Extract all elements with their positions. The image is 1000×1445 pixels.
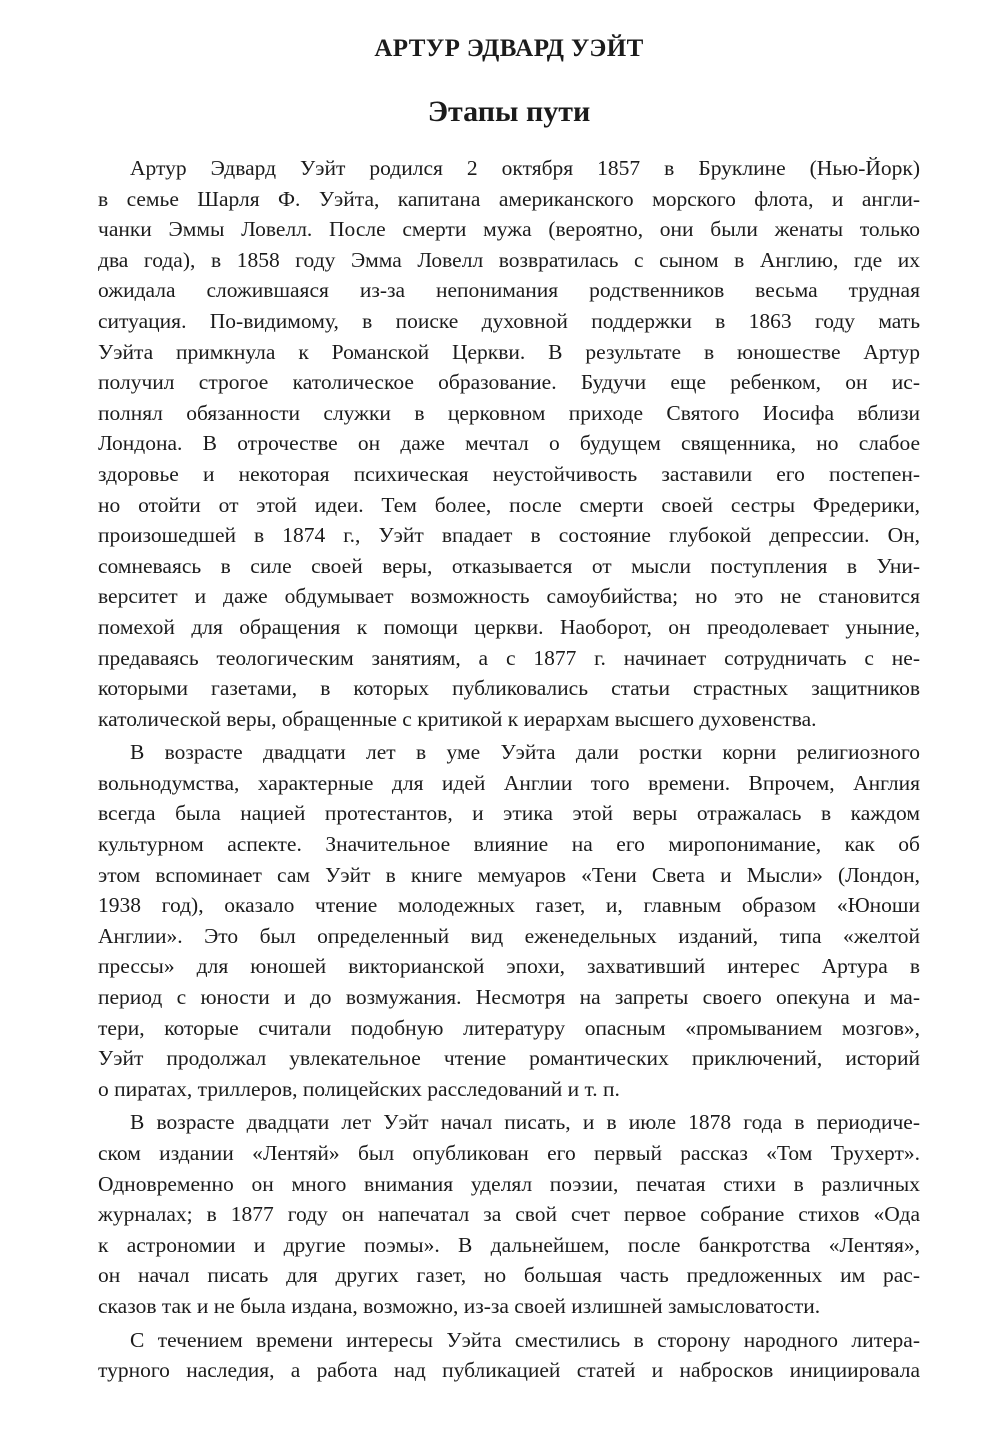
text-line: произошедшей в 1874 г., Уэйт впадает в состояние глубокой депрессии. Он, [98,523,920,548]
text-line: ском издании «Лентяй» был опубликован его первый рассказ «Том Трухерт». [98,1141,920,1165]
text-line: сомневаясь в силе своей веры, отказывается от мысли поступления в Уни- [98,553,920,578]
text-line: Уэйт продолжал увлекательное чтение романтических приключений, историй [98,1046,920,1071]
text-line: но отойти от этой идеи. Тем более, после смерти своей сестры Фредерики, [98,492,920,517]
text-line: верситет и даже обдумывает возможность самоубийства; но это не становится [98,584,920,609]
text-line: два года), в 1858 году Эмма Ловелл возвратилась с сыном в Англию, где их [98,247,920,272]
text-line: получил строгое католическое образование. Будучи еще ребенком, он ис- [98,370,920,395]
text-line: католической веры, обращенные с критикой к иерархам высшего духовенства. [98,706,817,731]
text-line: период с юности и до возмужания. Несмотря на запреты своего опекуна и ма- [98,985,920,1010]
running-head: АРТУР ЭДВАРД УЭЙТ [374,35,644,62]
text-line: сказов так и не была издана, возможно, из-за своей излишней замысловатости. [98,1293,821,1318]
text-line: В возрасте двадцати лет Уэйт начал писать, и в июле 1878 года в периодиче- [130,1110,920,1135]
text-line: В возрасте двадцати лет в уме Уэйта дали ростки корни религиозного [130,740,920,765]
text-line: в семье Шарля Ф. Уэйта, капитана американского морского флота, и англи- [98,186,920,211]
text-line: полнял обязанности служки в церковном приходе Святого Иосифа вблизи [98,400,920,425]
paragraph-3 [98,1107,920,1321]
text-line: он начал писать для других газет, но большая часть предложенных им рас- [98,1263,920,1288]
text-line: к астрономии и другие поэмы». В дальнейшем, после банкротства «Лентяя», [98,1232,920,1257]
text-line: Лондона. В отрочестве он даже мечтал о будущем священника, но слабое [98,431,920,456]
text-line: 1938 год), оказало чтение молодежных газет, и, главным образом «Юноши [98,893,920,918]
body-text [98,153,920,1386]
text-line: прессы» для юношей викторианской эпохи, захвативший интерес Артура в [98,954,920,979]
text-line: Одновременно он много внимания уделял поэзии, печатая стихи в различных [98,1171,920,1196]
text-line: Уэйта примкнула к Романской Церкви. В результате в юношестве Артур [98,339,920,364]
text-line: культурном аспекте. Значительное влияние на его миропонимание, как об [98,832,920,857]
paragraph-2 [98,737,920,1104]
chapter-title: Этапы пути [427,95,591,128]
text-line: журналах; в 1877 году он напечатал за свой счет первое собрание стихов «Ода [98,1202,920,1227]
text-line: ожидала сложившаяся из-за непонимания родственников весьма трудная [98,278,920,303]
text-line: С течением времени интересы Уэйта сместились в сторону народного литера- [130,1327,920,1352]
text-line: здоровье и некоторая психическая неустойчивость заставили его постепен- [98,461,920,486]
text-line: вольнодумства, характерные для идей Англии того времени. Впрочем, Англия [98,770,920,795]
text-line: тери, которые считали подобную литературу опасным «промыванием мозгов», [98,1015,920,1040]
book-page [98,0,920,1386]
text-line: турного наследия, а работа над публикацией статей и набросков инициировала [98,1358,920,1383]
text-line: о пиратах, триллеров, полицейских расследований и т. п. [98,1076,620,1101]
text-line: Англии». Это был определенный вид еженедельных изданий, типа «желтой [98,923,920,948]
text-line: которыми газетами, в которых публиковались статьи страстных защитников [98,676,920,701]
text-line: всегда была нацией протестантов, и этика этой веры отражалась в каждом [98,801,920,826]
text-line: этом вспоминает сам Уэйт в книге мемуаров «Тени Света и Мысли» (Лондон, [98,862,920,887]
text-line: помехой для обращения к помощи церкви. Наоборот, он преодолевает уныние, [98,614,920,639]
text-line: ситуация. По-видимому, в поиске духовной поддержки в 1863 году мать [98,308,920,333]
text-line: чанки Эммы Ловелл. После смерти мужа (вероятно, они были женаты только [98,217,920,242]
paragraph-4 [98,1325,920,1386]
text-line: Артур Эдвард Уэйт родился 2 октября 1857 в Бруклине (Нью-Йорк) [130,156,920,180]
paragraph-1 [98,153,920,734]
text-line: предаваясь теологическим занятиям, а с 1877 г. начинает сотрудничать с не- [98,645,920,670]
